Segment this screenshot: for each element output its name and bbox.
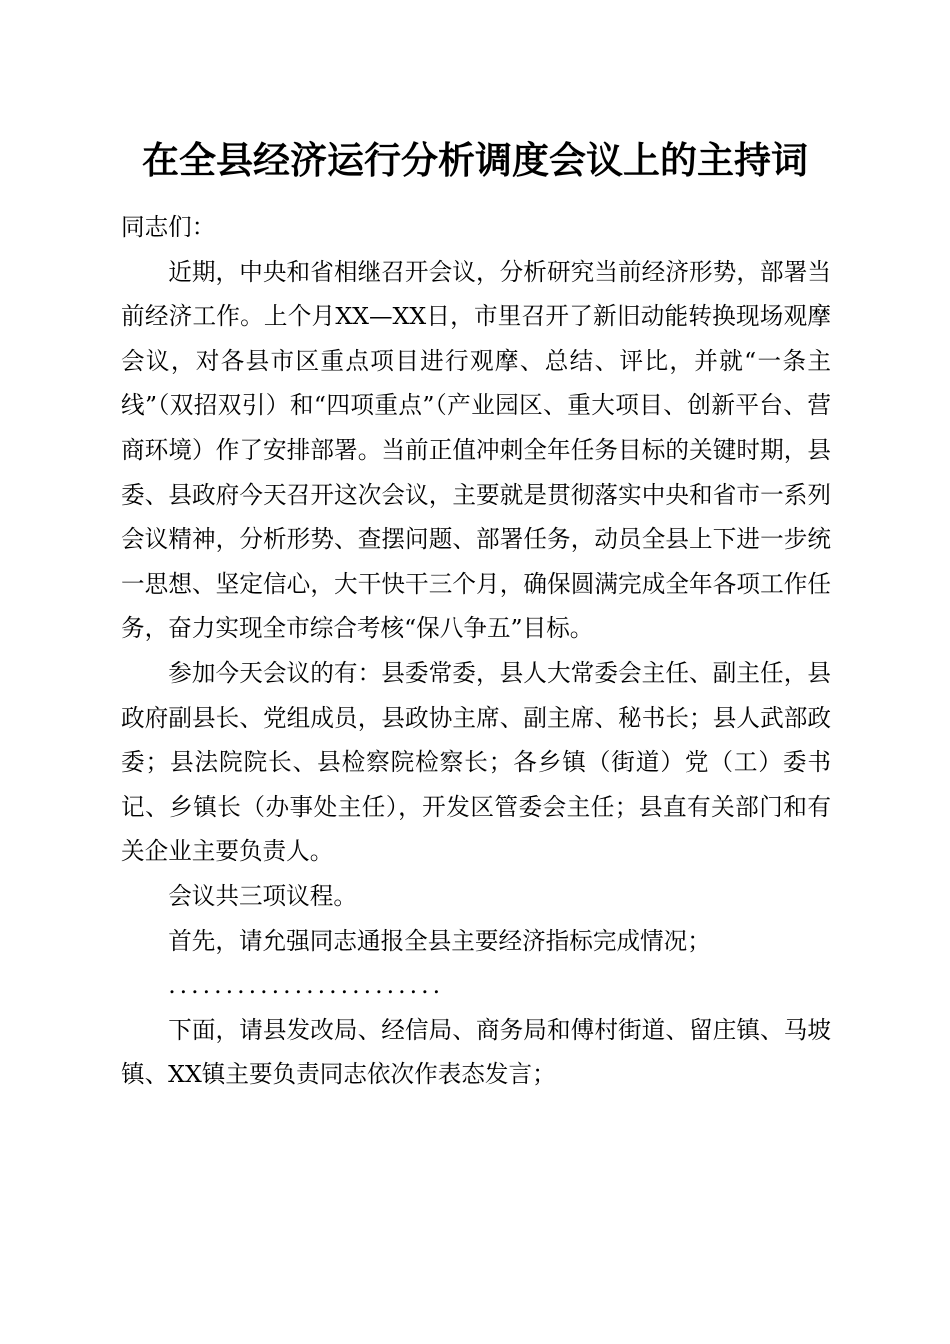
paragraph-agenda: 会议共三项议程。 xyxy=(168,881,357,910)
paragraph-attendees: 参加今天会议的有：县委常委，县人大常委会主任、副主任，县政府副县长、党组成员，县政协主席、副主席、秘书长；县人武部政委；县法院院长、县检察院检察长；各乡镇（街道）党（工）委书记、乡镇长（办事处主任），开发区管委会主任；县直有关部门和有关企业主要负责人。 xyxy=(121,658,831,866)
paragraph-next-speakers: 下面，请县发改局、经信局、商务局和傅村街道、留庄镇、马坡镇、XX镇主要负责同志依次作表态发言； xyxy=(121,1015,831,1089)
salutation: 同志们： xyxy=(121,213,216,241)
document-body xyxy=(121,205,831,1097)
paragraph-intro: 近期，中央和省相继召开会议，分析研究当前经济形势，部署当前经济工作。上个月XX—XX日，市里召开了新旧动能转换现场观摩会议，对各县市区重点项目进行观摩、总结、评比，并就“一条主线”（双招双引）和“四项重点”（产业园区、重大项目、创新平台、营商环境）作了安排部署。当前正值冲刺全年任务目标的关键时期，县委、县政府今天召开这次会议，主要就是贯彻落实中央和省市一系列会议精神，分析形势、查摆问题、部署任务，动员全县上下进一步统一思想、坚定信心，大干快干三个月，确保圆满完成全年各项工作任务，奋力实现全市综合考核“保八争五”目标。 xyxy=(121,257,831,643)
document-title: 在全县经济运行分析调度会议上的主持词 xyxy=(142,138,808,182)
paragraph-first-item: 首先，请允强同志通报全县主要经济指标完成情况； xyxy=(168,926,711,955)
ellipsis-line: ........................ xyxy=(168,971,445,1000)
